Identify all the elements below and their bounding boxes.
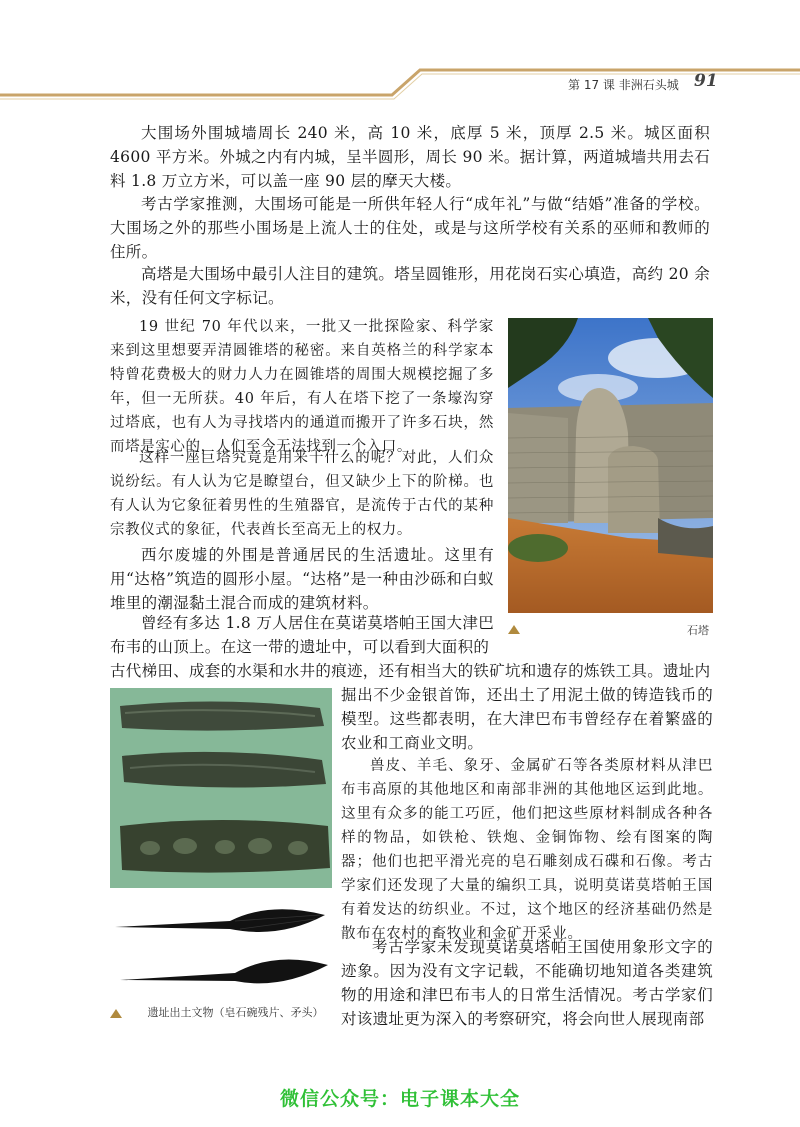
tower-photo [508,318,713,613]
page-number: 91 [694,71,718,91]
paragraph-terraces: 古代梯田、成套的水渠和水井的痕迹，还有相当大的铁矿坑和遗存的炼铁工具。遗址内 [110,662,711,680]
paragraph-population: 曾经有多达 1.8 万人居住在莫诺莫塔帕王国大津巴布韦的山顶上。在这一带的遗址中，可以看到大面积的 [110,614,494,656]
header-band [0,0,800,100]
tower-caption-row [508,622,713,638]
paragraph-dwellings: 西尔废墟的外围是普通居民的生活遗址。这里有用“达格”筑造的圆形小屋。“达格”是一种由沙砾和白蚁堆里的潮湿黏土混合而成的建筑材料。 [110,546,494,612]
paragraph-tower-intro: 高塔是大围场中最引人注目的建筑。塔呈圆锥形，用花岗石实心填造，高约 20 余米，没有任何文字标记。 [110,265,710,307]
artifacts-photo [110,688,332,888]
tower-illustration [508,318,713,613]
artifacts-caption-row [110,1004,332,1020]
tower-caption: 石塔 [687,624,709,637]
paragraph-exploration-history: 19 世纪 70 年代以来，一批又一批探险家、科学家来到这里想要弄清圆锥塔的秘密。来自英格兰的科学家本特曾花费极大的财力人力在圆锥塔的周围大规模挖掘了多年，但一无所获。40 年后，有人在塔下挖了一条壕沟穿过塔底，也有人为寻找塔内的通道而搬开了许多石块，然而塔是实心的，人们至今无法找到一个入口。 [110,319,494,455]
caption-marker-icon [508,625,520,634]
paragraph-molds: 掘出不少金银首饰，还出土了用泥土做的铸造钱币的模型。这些都表明，在大津巴布韦曾经存在着繁盛的农业和工商业文明。 [341,686,713,752]
paragraph-school-hypothesis: 考古学家推测，大围场可能是一所供年轻人行“成年礼”与做“结婚”准备的学校。大围场之外的那些小围场是上流人士的住处，或是与这所学校有关系的巫师和教师的住所。 [110,195,710,261]
footer-watermark: 微信公众号：电子课本大全 [279,1088,520,1110]
soapstone-fragments-illustration [110,688,332,888]
artifacts-caption: 遗址出土文物（皂石碗残片、矛头） [147,1006,324,1019]
paragraph-no-writing: 考古学家未发现莫诺莫塔帕王国使用象形文字的迹象。因为没有文字记载，不能确切地知道各类建筑物的用途和津巴布韦人的日常生活情况。考古学家们对该遗址更为深入的考察研究，将会向世人展现南部 [341,938,713,1028]
paragraph-wall-dimensions: 大围场外围城墙周长 240 米，高 10 米，底厚 5 米，顶厚 2.5 米。城区面积 4600 平方米。外城之内有内城，呈半圆形，周长 90 米。据计算，两道城墙共用去石料 1.8 万立方米，可以盖一座 90 层的摩天大楼。 [110,124,710,190]
lesson-title: 第 17 课 非洲石头城 [568,78,679,92]
spearheads-illustration [110,895,332,995]
paragraph-tower-purpose: 这样一座巨塔究竟是用来干什么的呢？对此，人们众说纷纭。有人认为它是瞭望台，但又缺少上下的阶梯。也有人认为它象征着男性的生殖器官，是流传于古代的某种宗教仪式的象征，代表酋长至高无上的权力。 [110,450,494,538]
caption-marker-icon [110,1009,122,1018]
paragraph-craftsmen: 兽皮、羊毛、象牙、金属矿石等各类原材料从津巴布韦高原的其他地区和南部非洲的其他地区运到此地。这里有众多的能工巧匠，他们把这些原材料制成各种各样的物品，如铁枪、铁炮、金铜饰物、绘有图案的陶器；他们也把平滑光亮的皂石雕刻成石碟和石像。考古学家们还发现了大量的编织工具，说明莫诺莫塔帕王国有着发达的纺织业。不过，这个地区的经济基础仍然是散布在农村的畜牧业和金矿开采业。 [341,758,713,942]
